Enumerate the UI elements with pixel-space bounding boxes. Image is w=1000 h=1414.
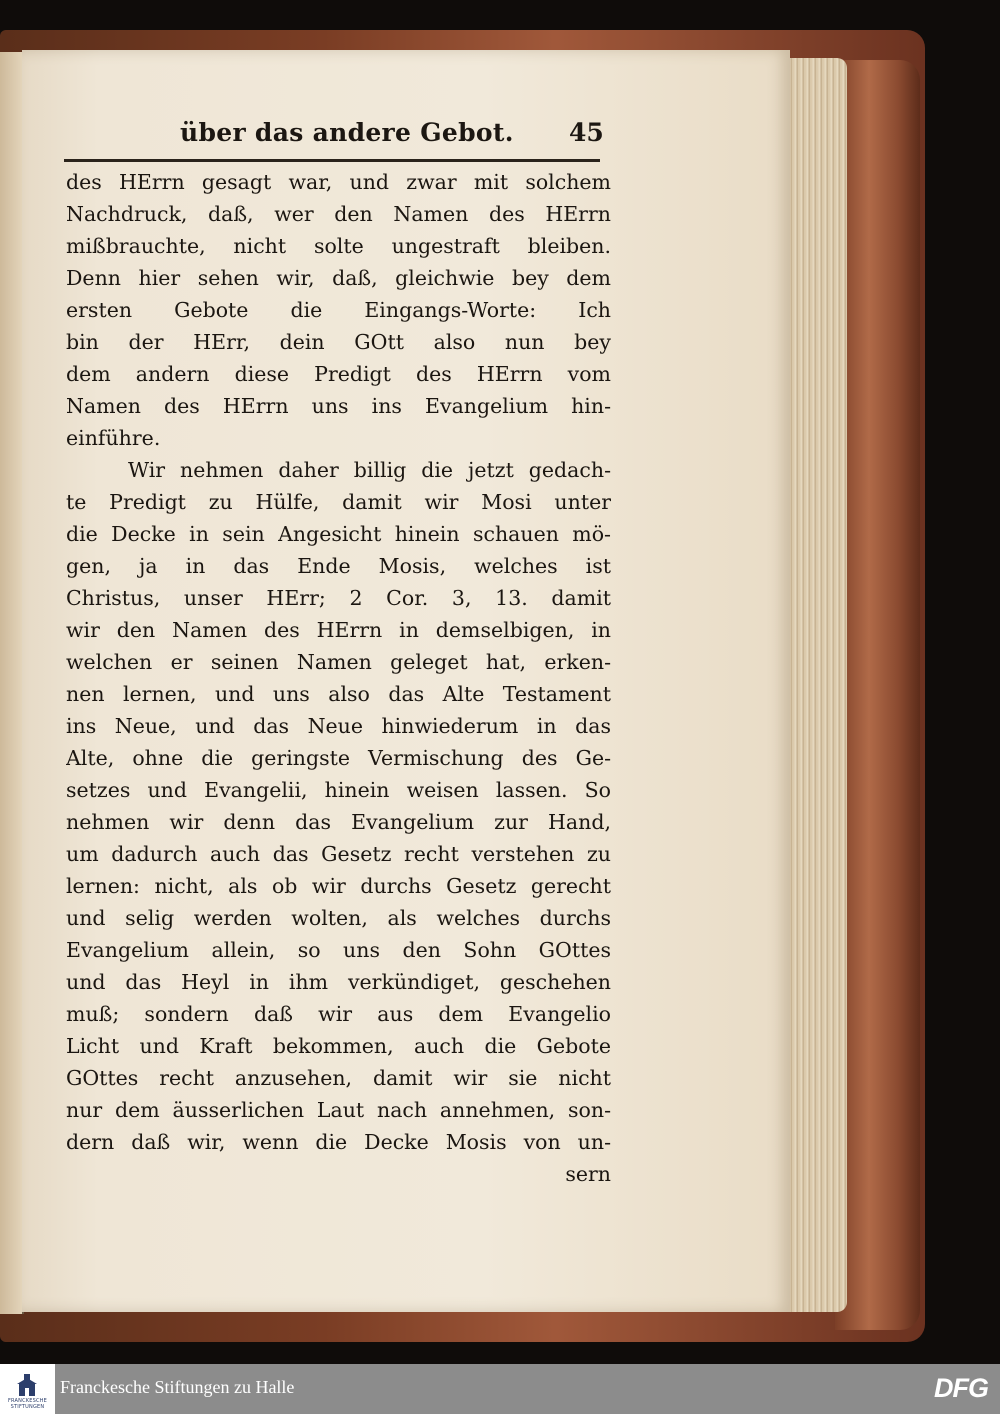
text-line: dem andern diese Predigt des HErrn vom <box>66 362 611 386</box>
logo-text: FRANCKESCHE STIFTUNGEN <box>7 1398 48 1410</box>
text-line: die Decke in sein Angesicht hinein schauen mö- <box>66 522 611 546</box>
footer-label[interactable]: Franckesche Stiftungen zu Halle <box>60 1377 295 1397</box>
footer-bar <box>0 1364 1000 1414</box>
text-line: dern daß wir, wenn die Decke Mosis von un- <box>66 1130 611 1154</box>
text-line: muß; sondern daß wir aus dem Evangelio <box>66 1002 611 1026</box>
dfg-logo[interactable]: DFG <box>934 1373 988 1403</box>
text-line: Wir nehmen daher billig die jetzt gedach- <box>128 458 611 482</box>
text-line: GOttes recht anzusehen, damit wir sie nicht <box>66 1066 611 1090</box>
text-line: Namen des HErrn uns ins Evangelium hin- <box>66 394 611 418</box>
text-line: wir den Namen des HErrn in demselbigen, in <box>66 618 611 642</box>
page-number: 45 <box>569 118 604 147</box>
text-line: Denn hier sehen wir, daß, gleichwie bey dem <box>66 266 611 290</box>
text-line: Evangelium allein, so uns den Sohn GOttes <box>66 938 611 962</box>
text-line: ins Neue, und das Neue hinwiederum in das <box>66 714 611 738</box>
text-line: gen, ja in das Ende Mosis, welches ist <box>66 554 611 578</box>
text-line: lernen: nicht, als ob wir durchs Gesetz gerecht <box>66 874 611 898</box>
book-spine <box>835 60 920 1330</box>
text-line: te Predigt zu Hülfe, damit wir Mosi unter <box>66 490 611 514</box>
text-line: Alte, ohne die geringste Vermischung des Ge- <box>66 746 611 770</box>
text-line: ersten Gebote die Eingangs-Worte: Ich <box>66 298 611 322</box>
body-text <box>66 166 611 1190</box>
text-line: des HErrn gesagt war, und zwar mit solchem <box>66 170 611 194</box>
text-line: bin der HErr, dein GOtt also nun bey <box>66 330 611 354</box>
text-line: Licht und Kraft bekommen, auch die Gebote <box>66 1034 611 1058</box>
franckesche-logo[interactable] <box>0 1364 55 1414</box>
running-head: über das andere Gebot. <box>180 118 514 147</box>
text-line: einführe. <box>66 426 161 450</box>
institution-icon <box>15 1372 39 1398</box>
text-line: nehmen wir denn das Evangelium zur Hand, <box>66 810 611 834</box>
page-header <box>160 110 610 160</box>
text-line: Nachdruck, daß, wer den Namen des HErrn <box>66 202 611 226</box>
text-line: und das Heyl in ihm verkündiget, geschehen <box>66 970 611 994</box>
text-line: mißbrauchte, nicht solte ungestraft bleiben. <box>66 234 611 258</box>
text-line: setzes und Evangelii, hinein weisen lassen. So <box>66 778 611 802</box>
header-rule <box>64 159 600 162</box>
text-line: nen lernen, und uns also das Alte Testament <box>66 682 611 706</box>
text-line: nur dem äusserlichen Laut nach annehmen, son- <box>66 1098 611 1122</box>
catchword: sern <box>565 1162 611 1186</box>
left-page-edge <box>0 52 24 1314</box>
text-line: welchen er seinen Namen geleget hat, erken- <box>66 650 611 674</box>
text-line: Christus, unser HErr; 2 Cor. 3, 13. damit <box>66 586 611 610</box>
text-line: um dadurch auch das Gesetz recht verstehen zu <box>66 842 611 866</box>
text-line: und selig werden wolten, als welches durchs <box>66 906 611 930</box>
